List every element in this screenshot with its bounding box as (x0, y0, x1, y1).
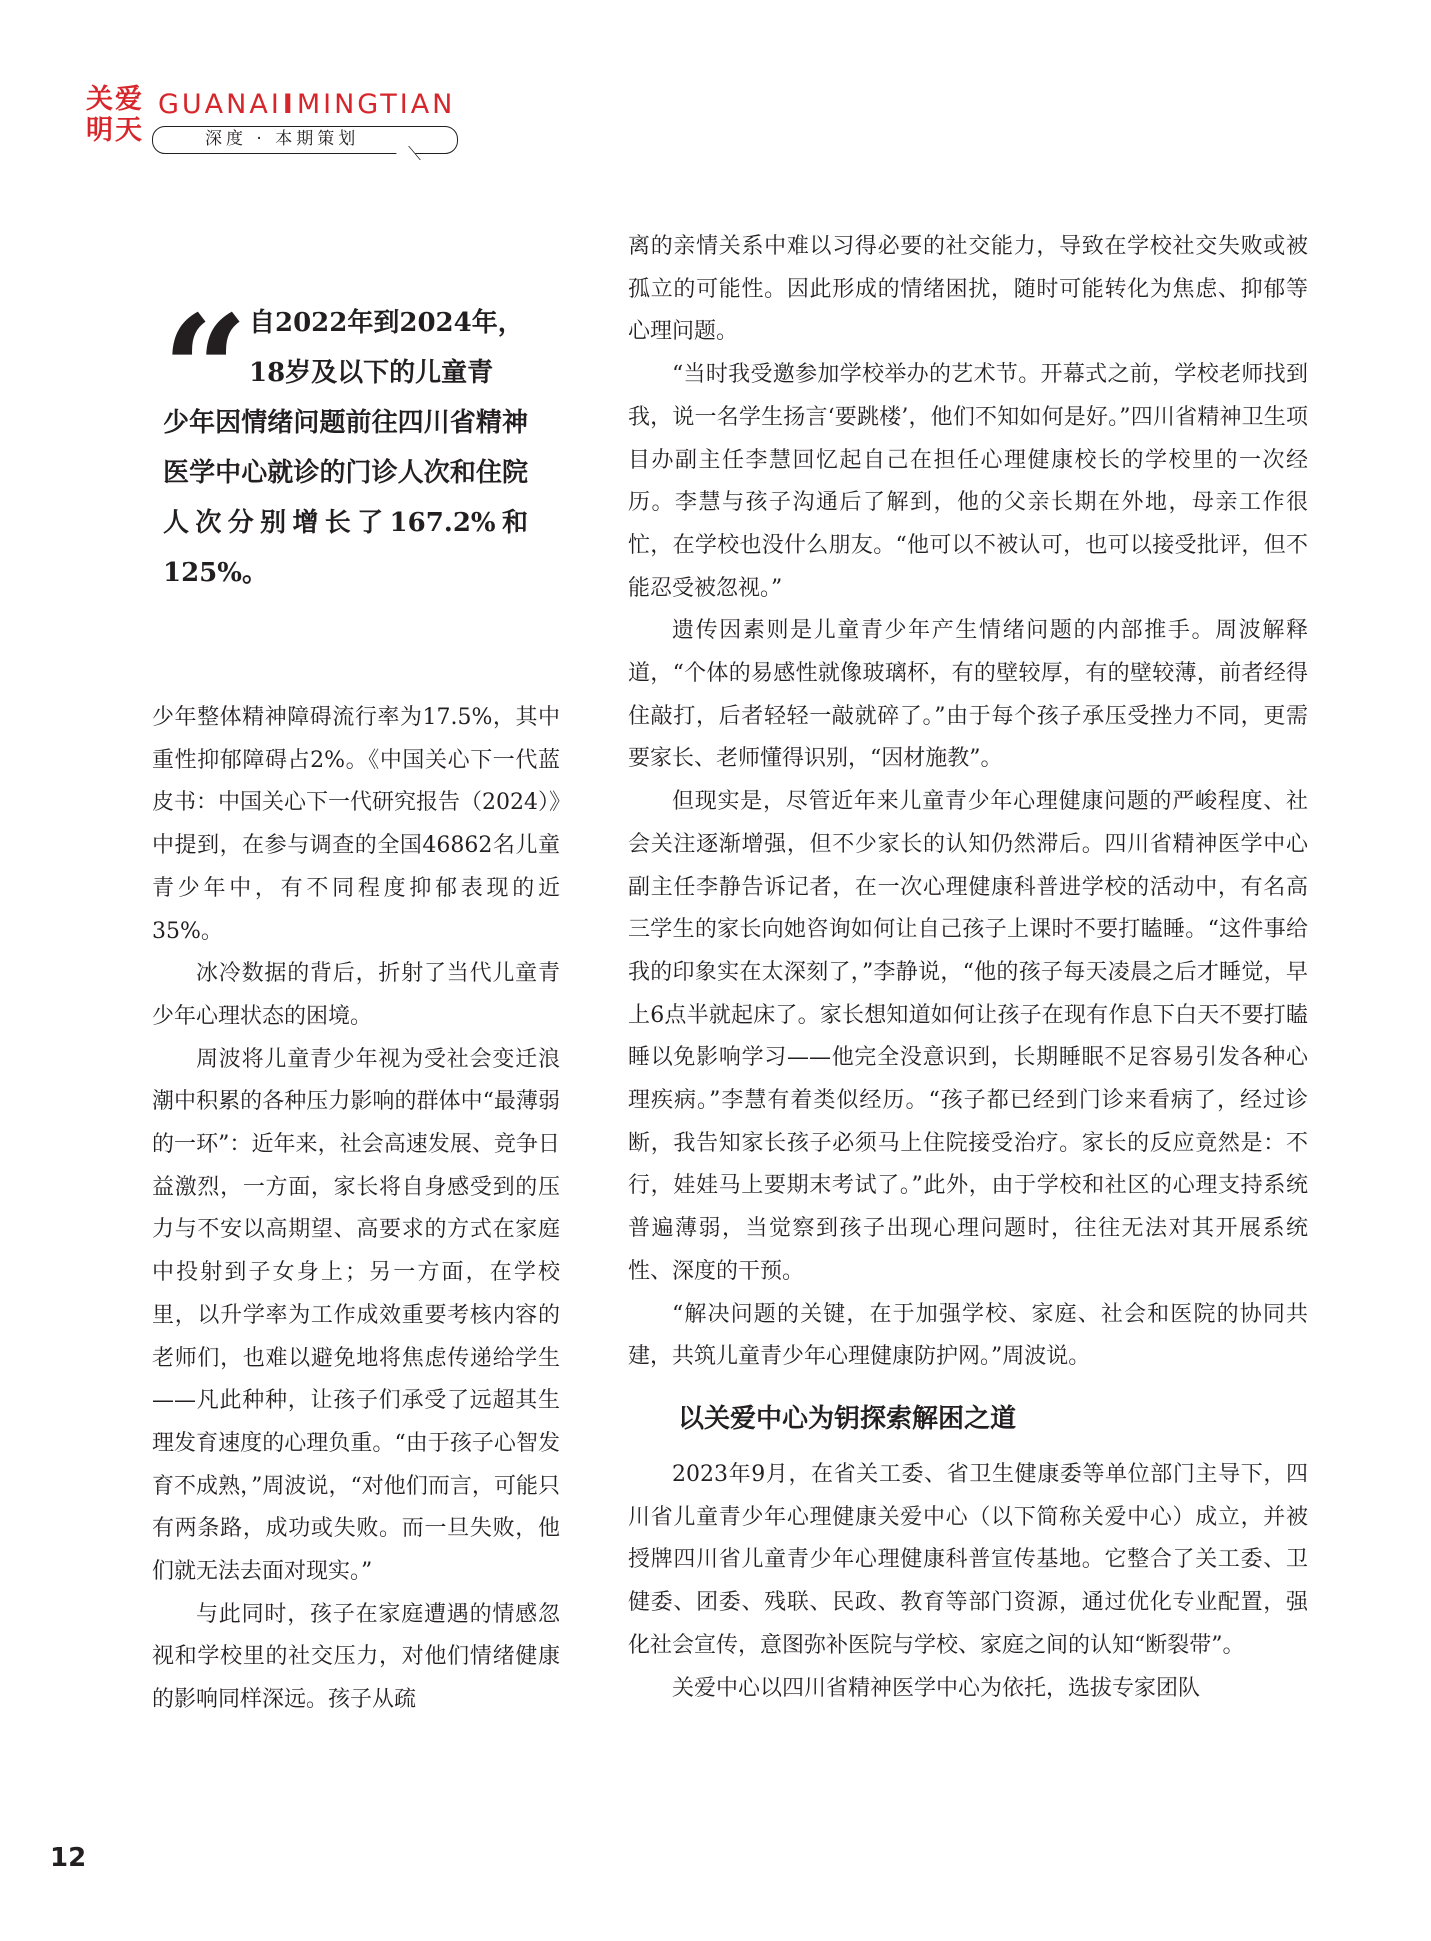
paragraph: “当时我受邀参加学校举办的艺术节。开幕式之前，学校老师找到我，说一名学生扬言‘要跳楼’，他们不知如何是好。”四川省精神卫生项目办副主任李慧回忆起自己在担任心理健康校长的学校里的一次经历。李慧与孩子沟通后了解到，他的父亲长期在外地，母亲工作很忙，在学校也没什么朋友。“他可以不被认可，也可以接受批评，但不能忍受被忽视。” (628, 362, 1308, 601)
page-number: 12 (50, 1843, 87, 1873)
magazine-logo (86, 84, 146, 146)
paragraph: 离的亲情关系中难以习得必要的社交能力，导致在学校社交失败或被孤立的可能性。因此形成的情绪困扰，随时可能转化为焦虑、抑郁等心理问题。 (628, 234, 1308, 345)
section-label: 深度 · 本期策划 (205, 129, 360, 149)
paragraph: 关爱中心以四川省精神医学中心为依托，选拔专家团队 (672, 1675, 1201, 1701)
right-column (628, 226, 1308, 1710)
paragraph: 少年整体精神障碍流行率为17.5%，其中重性抑郁障碍占2%。《中国关心下一代蓝皮书：中国关心下一代研究报告（2024）》中提到，在参与调查的全国46862名儿童青少年中，有不同程度抑郁表现的近35%。 (152, 705, 560, 944)
paragraph: “解决问题的关键，在于加强学校、家庭、社会和医院的协同共建，共筑儿童青少年心理健康防护网。”周波说。 (628, 1301, 1308, 1370)
logo-line-1: 关爱 (86, 84, 144, 115)
pull-quote-line-2: 18岁及以下的儿童青 (249, 358, 494, 388)
section-subheading: 以关爱中心为钥探索解困之道 (678, 1403, 1017, 1434)
paragraph: 冰冷数据的背后，折射了当代儿童青少年心理状态的困境。 (152, 961, 560, 1029)
quote-mark-icon: “ (162, 283, 249, 459)
title-separator: I (282, 89, 296, 120)
title-left: GUANAI (158, 89, 282, 120)
pull-quote-rest: 少年因情绪问题前往四川省精神医学中心就诊的门诊人次和住院人次分别增长了167.2%和125%。 (163, 408, 528, 588)
paragraph: 与此同时，孩子在家庭遭遇的情感忽视和学校里的社交压力，对他们情绪健康的影响同样深远。孩子从疏 (152, 1601, 560, 1713)
title-right: MINGTIAN (296, 89, 456, 120)
paragraph: 遗传因素则是儿童青少年产生情绪问题的内部推手。周波解释道，“个体的易感性就像玻璃杯，有的壁较厚，有的壁较薄，前者经得住敲打，后者轻轻一敲就碎了。”由于每个孩子承压受挫力不同，更需要家长、老师懂得识别，“因材施教”。 (628, 618, 1308, 772)
logo-line-2: 明天 (86, 115, 144, 146)
paragraph: 周波将儿童青少年视为受社会变迁浪潮中积累的各种压力影响的群体中“最薄弱的一环”：近年来，社会高速发展、竞争日益激烈，一方面，家长将自身感受到的压力与不安以高期望、高要求的方式在家庭中投射到子女身上；另一方面，在学校里，以升学率为工作成效重要考核内容的老师们，也难以避免地将焦虑传递给学生——凡此种种，让孩子们承受了远超其生理发育速度的心理负重。“由于孩子心智发育不成熟，”周波说，“对他们而言，可能只有两条路，成功或失败。而一旦失败，他们就无法去面对现实。” (152, 1046, 560, 1585)
pull-quote (162, 283, 528, 598)
left-column (152, 697, 560, 1722)
paragraph: 但现实是，尽管近年来儿童青少年心理健康问题的严峻程度、社会关注逐渐增强，但不少家长的认知仍然滞后。四川省精神医学中心副主任李静告诉记者，在一次心理健康科普进学校的活动中，有名高三学生的家长向她咨询如何让自己孩子上课时不要打瞌睡。“这件事给我的印象实在太深刻了，”李静说，“他的孩子每天凌晨之后才睡觉，早上6点半就起床了。家长想知道如何让孩子在现有作息下白天不要打瞌睡以免影响学习——他完全没意识到，长期睡眠不足容易引发各种心理疾病。”李慧有着类似经历。“孩子都已经到门诊来看病了，经过诊断，我告知家长孩子必须马上住院接受治疗。家长的反应竟然是：不行，娃娃马上要期末考试了。”此外，由于学校和社区的心理支持系统普遍薄弱，当觉察到孩子出现心理问题时，往往无法对其开展系统性、深度的干预。 (628, 789, 1308, 1284)
magazine-title (158, 88, 455, 122)
pull-quote-line-1: 自2022年到2024年， (249, 308, 524, 338)
paragraph: 2023年9月，在省关工委、省卫生健康委等单位部门主导下，四川省儿童青少年心理健康关爱中心（以下简称关爱中心）成立，并被授牌四川省儿童青少年心理健康科普宣传基地。它整合了关工委、卫健委、团委、残联、民政、教育等部门资源，通过优化专业配置，强化社会宣传，意图弥补医院与学校、家庭之间的认知“断裂带”。 (628, 1461, 1308, 1658)
